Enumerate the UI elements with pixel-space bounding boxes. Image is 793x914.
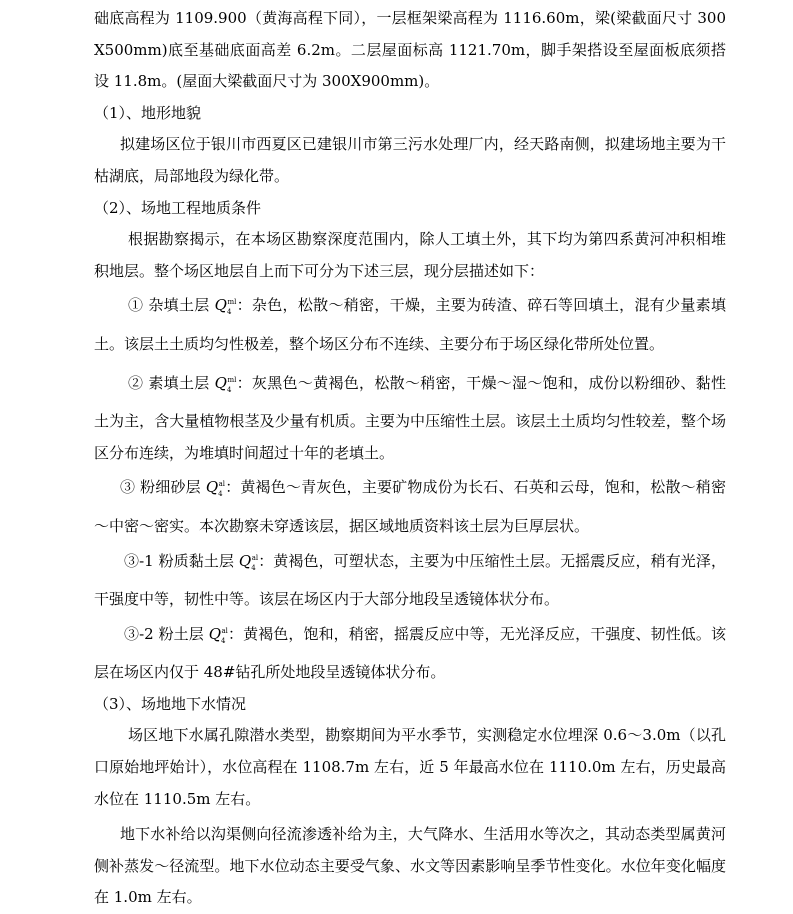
paragraph-layer-2 bbox=[94, 365, 726, 470]
layer-3-1-symbol: $Q_4^{al}$ bbox=[238, 551, 259, 572]
heading-groundwater: （3）、场地地下水情况 bbox=[94, 694, 247, 713]
heading-geology: （2）、场地工程地质条件 bbox=[94, 198, 262, 217]
layer-3-desc: ：黄褐色～青灰色，主要矿物成份为长石、石英和云母，饱和，松散～稍密～中密～密实。本次勘察未穿透该层，据区域地质资料该土层为巨厚层状。 bbox=[94, 478, 726, 535]
layer-1-title: ① 杂填土层 bbox=[128, 296, 215, 315]
heading-topography: （1）、地形地貌 bbox=[94, 103, 202, 122]
paragraph-groundwater-type: 场区地下水属孔隙潜水类型，勘察期间为平水季节，实测稳定水位埋深 0.6～3.0m（以孔口原始地坪始计），水位高程在 1108.7m 左右，近 5 年最高水位在 1110.0m 左右，历史最高水位在 1110.5m 左右。 bbox=[94, 726, 726, 808]
layer-3-title: ③ 粉细砂层 bbox=[120, 478, 206, 497]
layer-2-desc: ：灰黑色～黄褐色，松散～稍密，干燥～湿～饱和，成份以粉细砂、黏性土为主，含大量植物根茎及少量有机质。主要为中压缩性土层。该层土土质均匀性较差，整个场区分布连续，为堆填时间超过十年的老填土。 bbox=[94, 373, 726, 462]
layer-3-2-symbol: $Q_4^{al}$ bbox=[208, 624, 228, 645]
layer-3-symbol: $Q_4^{al}$ bbox=[205, 478, 226, 499]
layer-3-1-desc: ：黄褐色，可塑状态，主要为中压缩性土层。无摇震反应，稍有光泽，干强度中等，韧性中等。该层在场区内于大部分地段呈透镜体状分布。 bbox=[94, 551, 726, 609]
layer-2-title: ② 素填土层 bbox=[128, 373, 215, 392]
paragraph-layer-3-2 bbox=[94, 616, 726, 689]
paragraph-groundwater-recharge: 地下水补给以沟渠侧向径流渗透补给为主，大气降水、生活用水等次之，其动态类型属黄河侧补蒸发～径流型。地下水位动态主要受气象、水文等因素影响呈季节性变化。水位年变化幅度在 1.0m 左右。 bbox=[94, 825, 726, 907]
paragraph-layer-3-1 bbox=[94, 543, 726, 616]
layer-3-2-title: ③-2 粉土层 bbox=[124, 624, 209, 643]
paragraph-foundation-elevation: 础底高程为 1109.900（黄海高程下同），一层框架梁高程为 1116.60m，梁(梁截面尺寸 300X500mm)底至基础底面高差 6.2m。二层屋面标高 1121.70m，脚手架搭设至屋面板底须搭设 11.8m。(屋面大梁截面尺寸为 300X900mm)。 bbox=[94, 9, 726, 91]
layer-3-1-title: ③-1 粉质黏土层 bbox=[124, 551, 239, 570]
paragraph-layer-1 bbox=[94, 287, 726, 360]
layer-1-desc: ：杂色，松散～稍密，干燥，主要为砖渣、碎石等回填土，混有少量素填土。该层土土质均匀性极差，整个场区分布不连续、主要分布于场区绿化带所处位置。 bbox=[94, 296, 726, 353]
layer-1-symbol: $Q_4^{ml}$ bbox=[214, 296, 237, 317]
paragraph-layer-3 bbox=[94, 469, 726, 542]
paragraph-geology-intro: 根据勘察揭示，在本场区勘察深度范围内，除人工填土外，其下均为第四系黄河冲积相堆积地层。整个场区地层自上而下可分为下述三层，现分层描述如下： bbox=[94, 230, 726, 280]
layer-2-symbol: $Q_4^{ml}$ bbox=[214, 373, 237, 394]
layer-3-2-desc: ：黄褐色，饱和，稍密，摇震反应中等，无光泽反应，干强度、韧性低。该层在场区内仅于 48#钻孔所处地段呈透镜体状分布。 bbox=[94, 624, 726, 682]
document-body bbox=[94, 3, 726, 914]
paragraph-topography: 拟建场区位于银川市西夏区已建银川市第三污水处理厂内，经天路南侧，拟建场地主要为干枯湖底，局部地段为绿化带。 bbox=[94, 135, 726, 185]
